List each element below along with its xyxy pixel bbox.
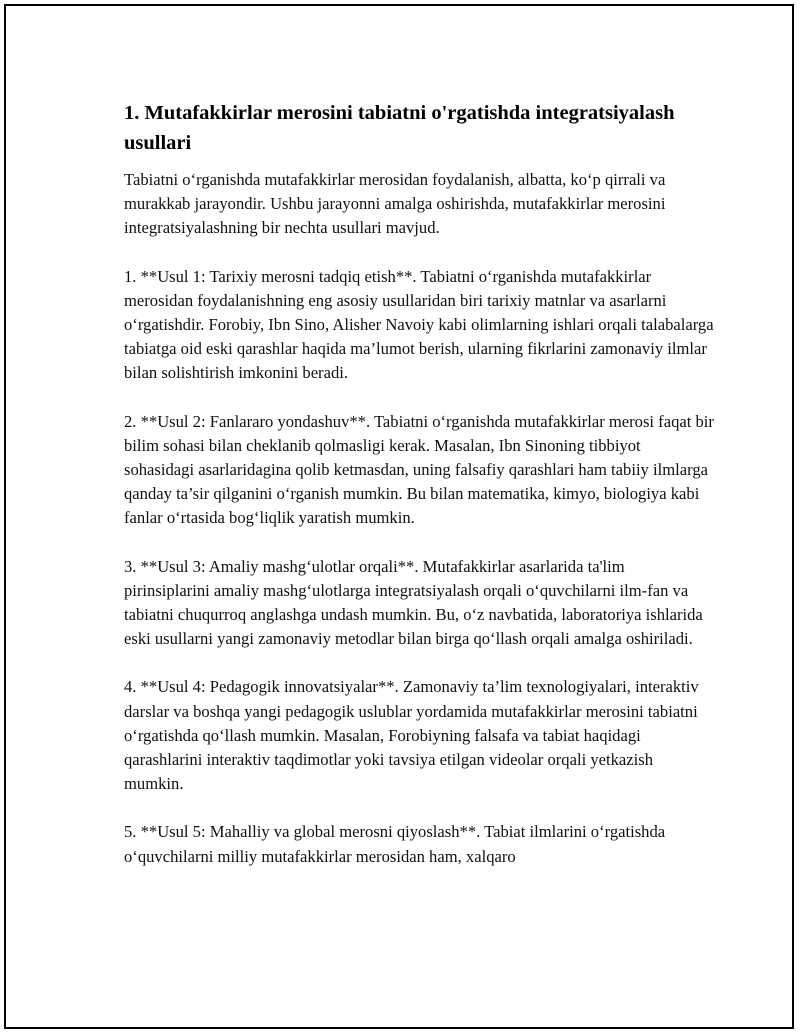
intro-paragraph: Tabiatni o‘rganishda mutafakkirlar merosidan foydalanish, albatta, ko‘p qirrali va murakkab jarayondir. Ushbu jarayonni amalga oshirishda, mutafakkirlar merosini integratsiyalashning bir nechta usullari mavjud. [124,170,666,238]
method-3-paragraph: 3. **Usul 3: Amaliy mashg‘ulotlar orqali**. Mutafakkirlar asarlarida ta'lim pirinsiplarini amaliy mashg‘ulotlarga integratsiyalash orqali o‘quvchilarni ilm-fan va tabiatni chuqurroq anglashga undash mumkin. Bu, o‘z navbatida, laboratoriya ishlarida eski usullarni yangi zamonaviy metodlar bilan birga qo‘llash orqali amalga oshiriladi. [124,556,703,649]
page-frame [4,4,794,1029]
method-4-paragraph: 4. **Usul 4: Pedagogik innovatsiyalar**. Zamonaviy ta’lim texnologiyalari, interaktiv darslar va boshqa yangi pedagogik uslublar yordamida mutafakkirlar merosini tabiatni o‘rgatishda qo‘llash mumkin. Masalan, Forobiyning falsafa va tabiat haqidagi qarashlarini interaktiv taqdimotlar yoki tavsiya etilgan videolar orqali yetkazish mumkin. [124,677,699,794]
section-heading: 1. Mutafakkirlar merosini tabiatni o'rgatishda integratsiyalash usullari [124,102,675,154]
method-5-paragraph: 5. **Usul 5: Mahalliy va global merosni qiyoslash**. Tabiat ilmlarini o‘rgatishda o‘quvchilarni milliy mutafakkirlar merosidan ham, xalqaro [124,822,666,866]
document-body [124,98,714,893]
method-1-paragraph: 1. **Usul 1: Tarixiy merosni tadqiq etish**. Tabiatni o‘rganishda mutafakkirlar merosidan foydalanishning eng asosiy usullaridan biri tarixiy matnlar va asarlarni o‘rgatishdir. Forobiy, Ibn Sino, Alisher Navoiy kabi olimlarning ishlari orqali talabalarga tabiatga oid eski qarashlar haqida ma’lumot berish, ularning fikrlarini zamonaviy ilmlar bilan solishtirish imkonini beradi. [124,266,714,383]
method-2-paragraph: 2. **Usul 2: Fanlararo yondashuv**. Tabiatni o‘rganishda mutafakkirlar merosi faqat bir bilim sohasi bilan cheklanib qolmasligi kerak. Masalan, Ibn Sinoning tibbiyot sohasidagi asarlaridagina qolib ketmasdan, uning falsafiy qarashlari ham tabiiy ilmlarga qanday ta’sir qilganini o‘rganish mumkin. Bu bilan matematika, kimyo, biologiya kabi fanlar o‘rtasida bog‘liqlik yaratish mumkin. [124,411,714,528]
